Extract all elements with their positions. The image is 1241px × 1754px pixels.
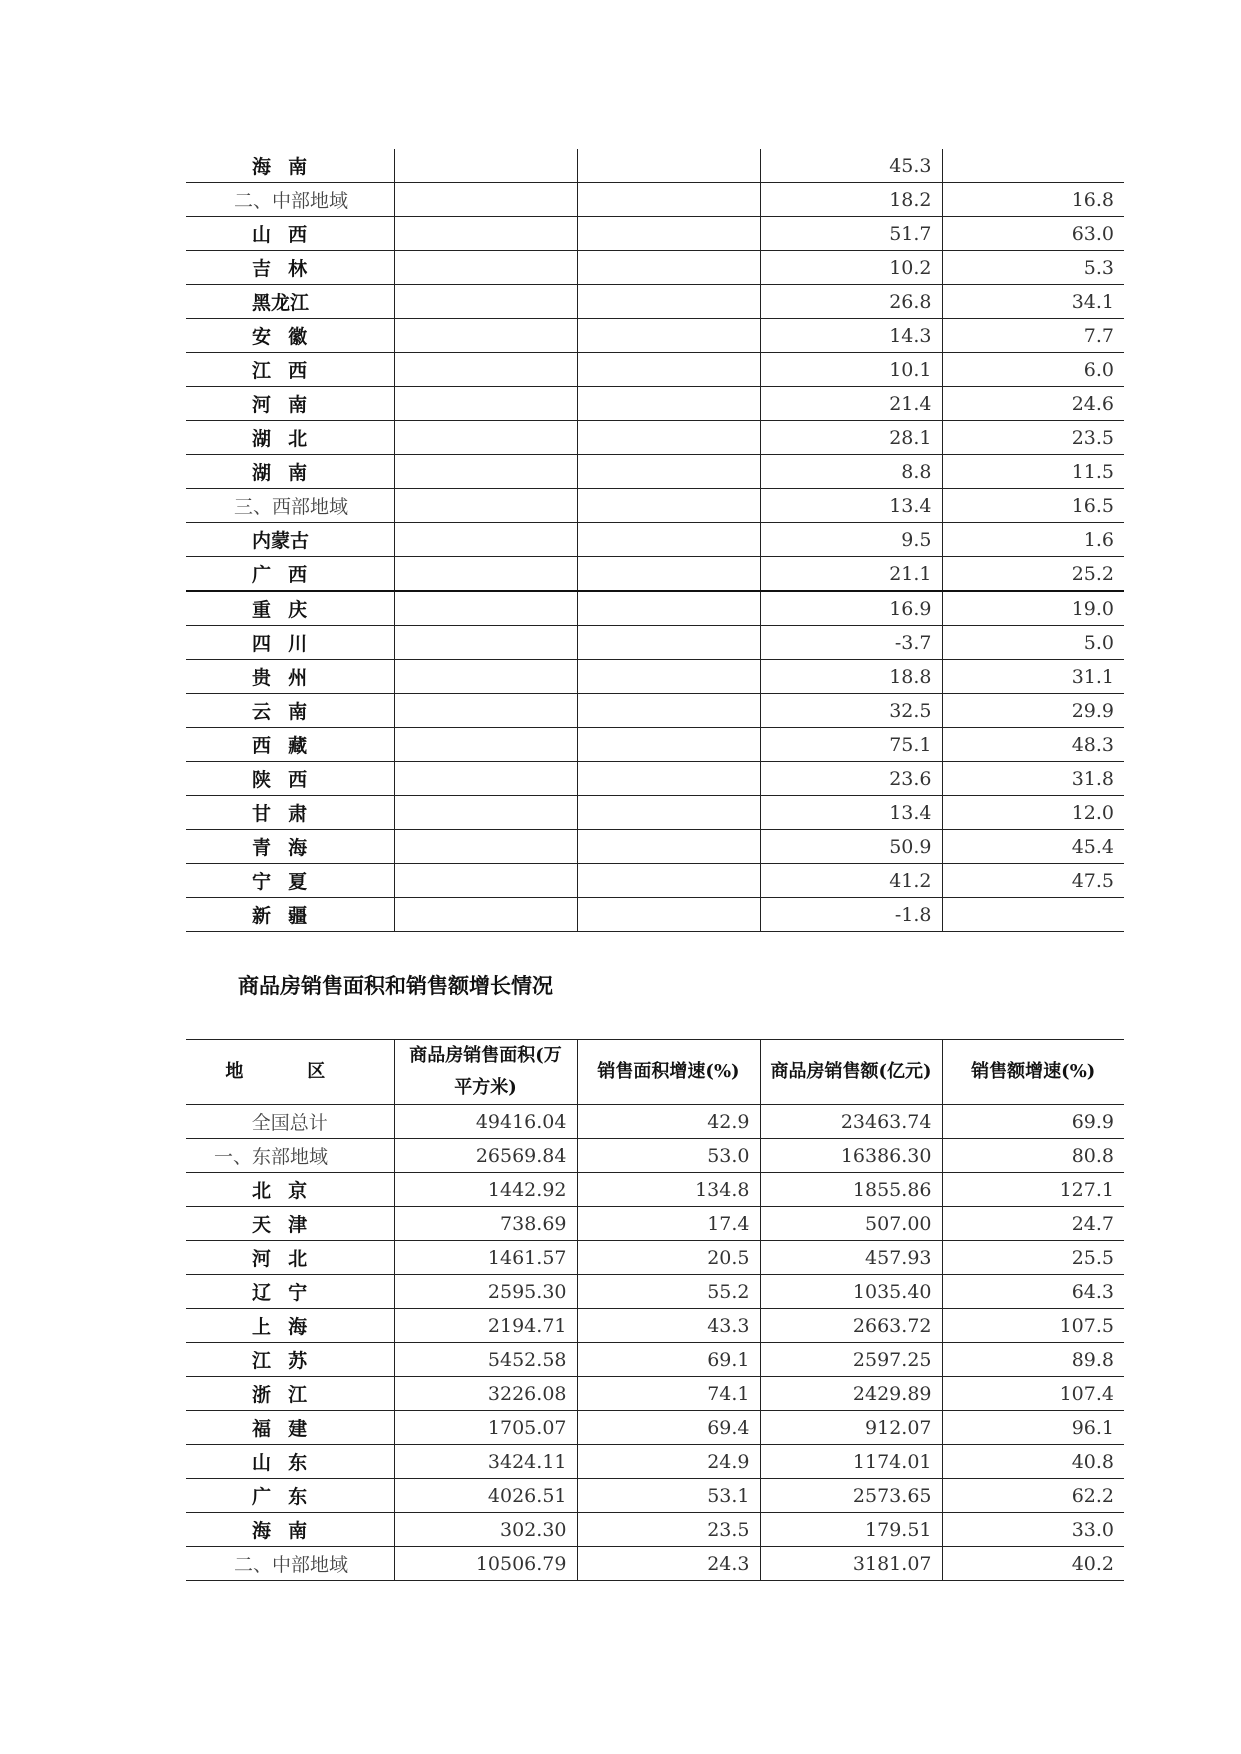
- row-value-v4: 23.5: [942, 421, 1124, 455]
- row-value-v1: 3424.11: [394, 1445, 577, 1479]
- row-region-name: 湖南: [186, 455, 394, 489]
- row-value-v4: 40.2: [942, 1547, 1124, 1581]
- row-value-v2: [577, 319, 760, 353]
- table-row: [186, 1241, 1124, 1275]
- row-value-v2: 134.8: [577, 1173, 760, 1207]
- row-value-v1: 3226.08: [394, 1377, 577, 1411]
- row-value-v2: 20.5: [577, 1241, 760, 1275]
- row-value-v4: 11.5: [942, 455, 1124, 489]
- row-region-name: 福建: [186, 1411, 394, 1445]
- row-value-v3: 50.9: [760, 830, 942, 864]
- table-row: [186, 1139, 1124, 1173]
- row-value-v2: [577, 591, 760, 626]
- row-value-v3: 23463.74: [760, 1105, 942, 1139]
- row-region-name: 北京: [186, 1173, 394, 1207]
- row-value-v4: [942, 898, 1124, 932]
- row-value-v2: [577, 353, 760, 387]
- row-value-v3: 45.3: [760, 149, 942, 183]
- row-value-v1: 1461.57: [394, 1241, 577, 1275]
- row-value-v4: 89.8: [942, 1343, 1124, 1377]
- row-value-v3: 912.07: [760, 1411, 942, 1445]
- row-region-name: 山东: [186, 1445, 394, 1479]
- row-value-v2: [577, 455, 760, 489]
- row-value-v1: [394, 796, 577, 830]
- row-value-v3: -3.7: [760, 626, 942, 660]
- row-value-v1: 302.30: [394, 1513, 577, 1547]
- row-value-v2: 42.9: [577, 1105, 760, 1139]
- row-value-v3: 2663.72: [760, 1309, 942, 1343]
- row-value-v3: 1855.86: [760, 1173, 942, 1207]
- row-region-name: 三、西部地域: [186, 489, 394, 523]
- table-row: [186, 1377, 1124, 1411]
- row-value-v4: 24.7: [942, 1207, 1124, 1241]
- row-value-v2: 17.4: [577, 1207, 760, 1241]
- row-value-v4: 40.8: [942, 1445, 1124, 1479]
- row-value-v3: 1174.01: [760, 1445, 942, 1479]
- row-value-v1: 1705.07: [394, 1411, 577, 1445]
- row-value-v1: 10506.79: [394, 1547, 577, 1581]
- table-row: [186, 864, 1124, 898]
- row-value-v4: [942, 149, 1124, 183]
- row-value-v1: [394, 898, 577, 932]
- table-row: [186, 626, 1124, 660]
- row-value-v3: 14.3: [760, 319, 942, 353]
- row-region-name: 河南: [186, 387, 394, 421]
- table-row: [186, 1309, 1124, 1343]
- row-region-name: 二、中部地域: [186, 183, 394, 217]
- sales-growth-table-body: [186, 1105, 1124, 1581]
- row-value-v3: 51.7: [760, 217, 942, 251]
- row-region-name: 陕西: [186, 762, 394, 796]
- row-region-name: 山西: [186, 217, 394, 251]
- table-row: [186, 319, 1124, 353]
- table-row: [186, 387, 1124, 421]
- row-value-v1: 2194.71: [394, 1309, 577, 1343]
- row-value-v3: 21.4: [760, 387, 942, 421]
- row-value-v1: [394, 694, 577, 728]
- row-region-name: 四川: [186, 626, 394, 660]
- row-value-v1: [394, 149, 577, 183]
- header-amount-growth: 销售额增速(%): [942, 1040, 1124, 1105]
- row-value-v2: 23.5: [577, 1513, 760, 1547]
- row-value-v3: 16.9: [760, 591, 942, 626]
- row-region-name: 海南: [186, 149, 394, 183]
- row-region-name: 西藏: [186, 728, 394, 762]
- row-value-v4: 12.0: [942, 796, 1124, 830]
- row-value-v3: 507.00: [760, 1207, 942, 1241]
- table-row: [186, 523, 1124, 557]
- row-value-v3: 3181.07: [760, 1547, 942, 1581]
- row-region-name: 全国总计: [186, 1105, 394, 1139]
- table-row: [186, 455, 1124, 489]
- table-row: [186, 1547, 1124, 1581]
- row-value-v2: [577, 660, 760, 694]
- row-value-v4: 63.0: [942, 217, 1124, 251]
- row-value-v4: 127.1: [942, 1173, 1124, 1207]
- row-value-v2: [577, 626, 760, 660]
- table-row: [186, 1207, 1124, 1241]
- table-row: [186, 694, 1124, 728]
- row-region-name: 甘肃: [186, 796, 394, 830]
- row-value-v2: [577, 728, 760, 762]
- row-value-v3: 32.5: [760, 694, 942, 728]
- row-value-v1: [394, 626, 577, 660]
- row-value-v4: 69.9: [942, 1105, 1124, 1139]
- table-row: [186, 1513, 1124, 1547]
- row-value-v3: 23.6: [760, 762, 942, 796]
- table-row: [186, 285, 1124, 319]
- row-region-name: 江苏: [186, 1343, 394, 1377]
- row-value-v1: 738.69: [394, 1207, 577, 1241]
- growth-table-continued: [186, 149, 1124, 932]
- table-row: [186, 1275, 1124, 1309]
- row-value-v4: 107.5: [942, 1309, 1124, 1343]
- row-value-v4: 45.4: [942, 830, 1124, 864]
- table-row: [186, 728, 1124, 762]
- row-value-v4: 31.1: [942, 660, 1124, 694]
- table-row: [186, 217, 1124, 251]
- row-value-v4: 5.3: [942, 251, 1124, 285]
- row-value-v1: [394, 421, 577, 455]
- row-value-v3: 16386.30: [760, 1139, 942, 1173]
- row-value-v2: [577, 796, 760, 830]
- row-value-v3: 75.1: [760, 728, 942, 762]
- row-region-name: 湖北: [186, 421, 394, 455]
- row-value-v1: [394, 251, 577, 285]
- row-value-v2: [577, 285, 760, 319]
- row-region-name: 青海: [186, 830, 394, 864]
- header-area-growth: 销售面积增速(%): [577, 1040, 760, 1105]
- row-value-v1: [394, 489, 577, 523]
- row-value-v2: [577, 217, 760, 251]
- row-value-v1: 4026.51: [394, 1479, 577, 1513]
- row-value-v4: 107.4: [942, 1377, 1124, 1411]
- row-value-v2: [577, 864, 760, 898]
- row-value-v4: 47.5: [942, 864, 1124, 898]
- row-value-v2: [577, 489, 760, 523]
- table-row: [186, 660, 1124, 694]
- table-row: [186, 1445, 1124, 1479]
- table-row: [186, 557, 1124, 592]
- row-region-name: 江西: [186, 353, 394, 387]
- table-row: [186, 251, 1124, 285]
- row-value-v3: 9.5: [760, 523, 942, 557]
- row-value-v2: [577, 557, 760, 592]
- table-row: [186, 353, 1124, 387]
- row-value-v4: 24.6: [942, 387, 1124, 421]
- row-value-v3: 41.2: [760, 864, 942, 898]
- table-row: [186, 830, 1124, 864]
- row-region-name: 重庆: [186, 591, 394, 626]
- row-region-name: 黑龙江: [186, 285, 394, 319]
- table-header-row: [186, 1040, 1124, 1105]
- row-value-v4: 5.0: [942, 626, 1124, 660]
- row-value-v1: [394, 557, 577, 592]
- row-region-name: 安徽: [186, 319, 394, 353]
- row-value-v3: 10.2: [760, 251, 942, 285]
- row-region-name: 上海: [186, 1309, 394, 1343]
- row-region-name: 云南: [186, 694, 394, 728]
- table-row: [186, 591, 1124, 626]
- table-row: [186, 1411, 1124, 1445]
- row-value-v1: [394, 183, 577, 217]
- row-value-v2: 53.0: [577, 1139, 760, 1173]
- table-row: [186, 1343, 1124, 1377]
- row-value-v3: 1035.40: [760, 1275, 942, 1309]
- row-value-v4: 64.3: [942, 1275, 1124, 1309]
- header-sales-area: 商品房销售面积(万平方米): [394, 1040, 577, 1105]
- row-value-v1: 2595.30: [394, 1275, 577, 1309]
- header-sales-amount: 商品房销售额(亿元): [760, 1040, 942, 1105]
- row-value-v1: [394, 591, 577, 626]
- row-value-v3: 18.2: [760, 183, 942, 217]
- table-row: [186, 149, 1124, 183]
- sales-growth-table: [186, 1039, 1124, 1581]
- row-value-v3: 18.8: [760, 660, 942, 694]
- row-value-v1: [394, 455, 577, 489]
- row-value-v1: [394, 387, 577, 421]
- row-value-v4: 1.6: [942, 523, 1124, 557]
- row-value-v2: [577, 387, 760, 421]
- row-value-v4: 48.3: [942, 728, 1124, 762]
- row-value-v3: 179.51: [760, 1513, 942, 1547]
- row-value-v1: 26569.84: [394, 1139, 577, 1173]
- row-value-v3: 13.4: [760, 796, 942, 830]
- row-value-v4: 16.5: [942, 489, 1124, 523]
- row-value-v3: 8.8: [760, 455, 942, 489]
- row-value-v4: 7.7: [942, 319, 1124, 353]
- row-value-v1: [394, 864, 577, 898]
- row-region-name: 广西: [186, 557, 394, 592]
- row-value-v2: [577, 149, 760, 183]
- row-value-v2: [577, 830, 760, 864]
- table-row: [186, 762, 1124, 796]
- row-value-v2: 53.1: [577, 1479, 760, 1513]
- row-value-v2: 69.4: [577, 1411, 760, 1445]
- row-value-v2: [577, 183, 760, 217]
- row-value-v4: 25.5: [942, 1241, 1124, 1275]
- row-value-v1: [394, 830, 577, 864]
- row-value-v4: 16.8: [942, 183, 1124, 217]
- row-region-name: 一、东部地域: [186, 1139, 394, 1173]
- row-value-v1: [394, 319, 577, 353]
- row-value-v1: [394, 353, 577, 387]
- row-region-name: 宁夏: [186, 864, 394, 898]
- row-region-name: 内蒙古: [186, 523, 394, 557]
- row-value-v2: 43.3: [577, 1309, 760, 1343]
- row-value-v4: 25.2: [942, 557, 1124, 592]
- row-value-v3: 2429.89: [760, 1377, 942, 1411]
- row-region-name: 广东: [186, 1479, 394, 1513]
- row-value-v2: [577, 762, 760, 796]
- row-value-v2: [577, 694, 760, 728]
- header-region: 地 区: [186, 1040, 394, 1105]
- row-value-v1: 1442.92: [394, 1173, 577, 1207]
- row-region-name: 天津: [186, 1207, 394, 1241]
- row-region-name: 海南: [186, 1513, 394, 1547]
- row-value-v4: 31.8: [942, 762, 1124, 796]
- table-row: [186, 898, 1124, 932]
- row-value-v2: 69.1: [577, 1343, 760, 1377]
- row-value-v3: 2573.65: [760, 1479, 942, 1513]
- row-value-v4: 19.0: [942, 591, 1124, 626]
- row-value-v4: 6.0: [942, 353, 1124, 387]
- row-region-name: 二、中部地域: [186, 1547, 394, 1581]
- row-value-v3: 13.4: [760, 489, 942, 523]
- row-value-v3: -1.8: [760, 898, 942, 932]
- row-region-name: 贵州: [186, 660, 394, 694]
- row-value-v4: 80.8: [942, 1139, 1124, 1173]
- row-value-v2: 55.2: [577, 1275, 760, 1309]
- table-row: [186, 1479, 1124, 1513]
- table-row: [186, 183, 1124, 217]
- row-value-v4: 33.0: [942, 1513, 1124, 1547]
- row-value-v1: [394, 285, 577, 319]
- table-row: [186, 796, 1124, 830]
- row-region-name: 河北: [186, 1241, 394, 1275]
- row-value-v1: [394, 660, 577, 694]
- row-value-v2: 24.3: [577, 1547, 760, 1581]
- row-value-v3: 10.1: [760, 353, 942, 387]
- row-value-v1: [394, 762, 577, 796]
- row-value-v4: 96.1: [942, 1411, 1124, 1445]
- row-value-v4: 29.9: [942, 694, 1124, 728]
- row-value-v3: 26.8: [760, 285, 942, 319]
- row-value-v2: 24.9: [577, 1445, 760, 1479]
- row-value-v1: [394, 523, 577, 557]
- row-region-name: 新疆: [186, 898, 394, 932]
- row-value-v1: 49416.04: [394, 1105, 577, 1139]
- row-value-v2: [577, 898, 760, 932]
- row-value-v2: 74.1: [577, 1377, 760, 1411]
- table-row: [186, 421, 1124, 455]
- table-row: [186, 489, 1124, 523]
- row-value-v3: 21.1: [760, 557, 942, 592]
- row-region-name: 浙江: [186, 1377, 394, 1411]
- row-region-name: 辽宁: [186, 1275, 394, 1309]
- row-region-name: 吉林: [186, 251, 394, 285]
- row-value-v3: 28.1: [760, 421, 942, 455]
- row-value-v1: [394, 728, 577, 762]
- section-title: 商品房销售面积和销售额增长情况: [238, 974, 553, 998]
- row-value-v1: 5452.58: [394, 1343, 577, 1377]
- table-row: [186, 1173, 1124, 1207]
- row-value-v4: 34.1: [942, 285, 1124, 319]
- growth-table-continued-body: [186, 149, 1124, 932]
- row-value-v3: 2597.25: [760, 1343, 942, 1377]
- row-value-v3: 457.93: [760, 1241, 942, 1275]
- row-value-v2: [577, 251, 760, 285]
- row-value-v4: 62.2: [942, 1479, 1124, 1513]
- row-value-v2: [577, 421, 760, 455]
- row-value-v2: [577, 523, 760, 557]
- row-value-v1: [394, 217, 577, 251]
- table-row: [186, 1105, 1124, 1139]
